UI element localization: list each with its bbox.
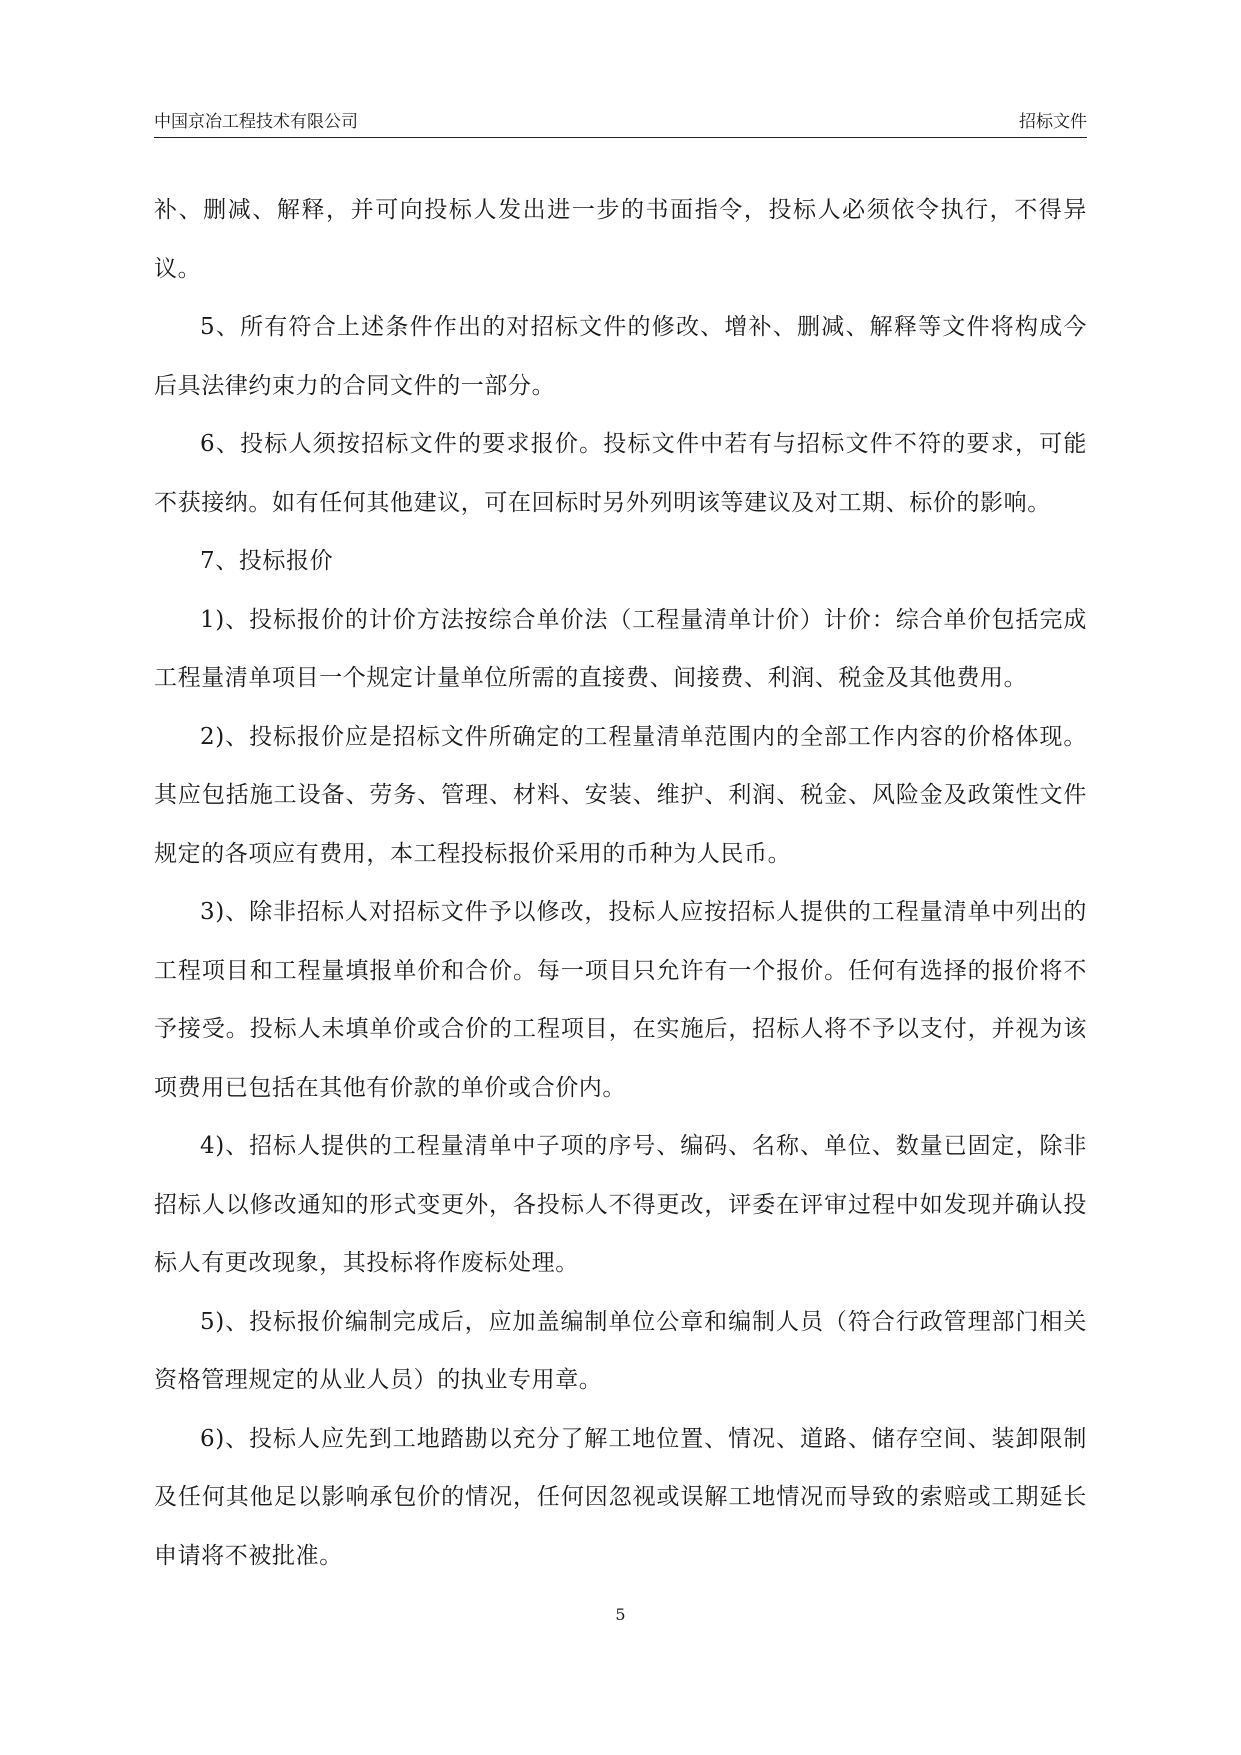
page-header xyxy=(154,103,1087,138)
header-company-name: 中国京冶工程技术有限公司 xyxy=(154,112,358,132)
paragraph-item-6: 6)、投标人应先到工地踏勘以充分了解工地位置、情况、道路、储存空间、装卸限制及任何其他足以影响承包价的情况，任何因忽视或误解工地情况而导致的索赔或工期延长申请将不被批准。 xyxy=(154,1425,1087,1569)
paragraph-item-1: 1)、投标报价的计价方法按综合单价法（工程量清单计价）计价：综合单价包括完成工程量清单项目一个规定计量单位所需的直接费、间接费、利润、税金及其他费用。 xyxy=(154,606,1087,691)
paragraph-item-5: 5)、投标报价编制完成后，应加盖编制单位公章和编制人员（符合行政管理部门相关资格管理规定的从业人员）的执业专用章。 xyxy=(154,1308,1087,1393)
paragraph-continued: 补、删减、解释，并可向投标人发出进一步的书面指令，投标人必须依令执行，不得异议。 xyxy=(154,197,1087,282)
section-heading-bid-price: 7、投标报价 xyxy=(200,548,334,574)
page-number: 5 xyxy=(615,1605,626,1624)
paragraph-clause-6: 6、投标人须按招标文件的要求报价。投标文件中若有与招标文件不符的要求，可能不获接纳。如有任何其他建议，可在回标时另外列明该等建议及对工期、标价的影响。 xyxy=(154,431,1087,516)
paragraph-item-3: 3)、除非招标人对招标文件予以修改，投标人应按招标人提供的工程量清单中列出的工程项目和工程量填报单价和合价。每一项目只允许有一个报价。任何有选择的报价将不予接受。投标人未填单价或合价的工程项目，在实施后，招标人将不予以支付，并视为该项费用已包括在其他有价款的单价或合价内。 xyxy=(154,899,1087,1101)
paragraph-item-4: 4)、招标人提供的工程量清单中子项的序号、编码、名称、单位、数量已固定，除非招标人以修改通知的形式变更外，各投标人不得更改，评委在评审过程中如发现并确认投标人有更改现象，其投标将作废标处理。 xyxy=(154,1133,1087,1276)
document-body xyxy=(154,181,1087,1585)
header-document-type: 招标文件 xyxy=(1019,112,1087,132)
paragraph-item-2: 2)、投标报价应是招标文件所确定的工程量清单范围内的全部工作内容的价格体现。其应包括施工设备、劳务、管理、材料、安装、维护、利润、税金、风险金及政策性文件规定的各项应有费用，本工程投标报价采用的币种为人民币。 xyxy=(154,723,1087,867)
paragraph-clause-5: 5、所有符合上述条件作出的对招标文件的修改、增补、删减、解释等文件将构成今后具法律约束力的合同文件的一部分。 xyxy=(154,314,1087,399)
